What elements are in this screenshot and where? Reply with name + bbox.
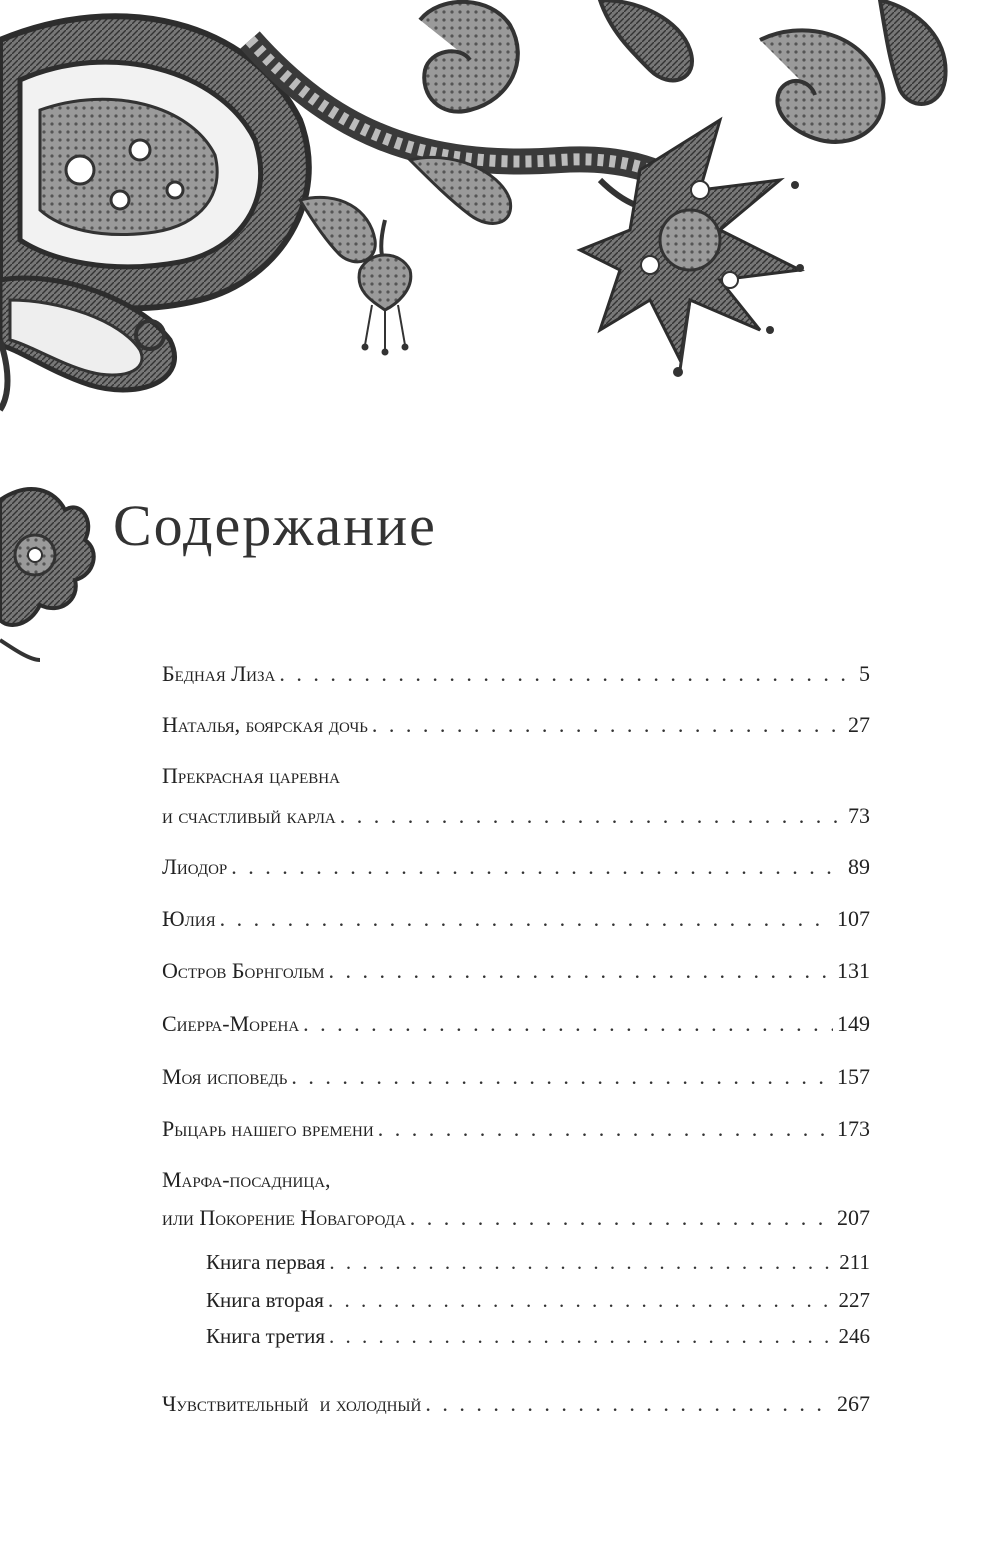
toc-entry-title: Лиодор — [162, 854, 228, 879]
toc-entry-page: 207 — [837, 1205, 870, 1230]
leader-dots — [328, 960, 833, 982]
toc-entry-page: 89 — [848, 854, 870, 879]
toc-entry-page: 246 — [838, 1324, 870, 1348]
toc-entry-title: или Покорение Новагорода — [162, 1205, 406, 1230]
toc-entry-page: 211 — [839, 1250, 870, 1274]
toc-subentry[interactable] — [206, 1252, 870, 1273]
toc-entry-title: и счастливый карла — [162, 803, 336, 828]
tulip-bud-icon — [359, 220, 411, 356]
leader-dots — [340, 805, 844, 827]
toc-entry-title: Моя исповедь — [162, 1064, 288, 1089]
toc-entry-page: 267 — [837, 1391, 870, 1416]
toc-entry[interactable] — [162, 1393, 870, 1415]
toc-entry[interactable] — [162, 1013, 870, 1035]
curl-ornament-icon — [0, 278, 175, 410]
leader-dots — [410, 1207, 833, 1229]
leader-dots — [303, 1013, 833, 1035]
carnation-flower-icon — [580, 120, 804, 377]
leader-dots — [378, 1118, 833, 1140]
toc-subentry[interactable] — [206, 1326, 870, 1347]
toc-entry-title: Книга первая — [206, 1250, 326, 1274]
toc-entry-title: Книга вторая — [206, 1288, 324, 1312]
leader-dots — [328, 1290, 835, 1311]
leader-dots — [372, 714, 844, 736]
toc-entry[interactable] — [162, 908, 870, 930]
leader-dots — [279, 663, 855, 685]
toc-entry-title: Книга третия — [206, 1324, 325, 1348]
toc-entry-page: 107 — [837, 906, 870, 931]
toc-subentry[interactable] — [206, 1290, 870, 1311]
swoop-band-icon — [250, 40, 690, 190]
toc-entry[interactable] — [162, 960, 870, 982]
page-title: Содержание — [113, 493, 437, 558]
heading-flower-icon — [0, 489, 94, 660]
toc-entry-title: Рыцарь нашего времени — [162, 1116, 374, 1141]
leader-dots — [291, 1066, 833, 1088]
toc-entry[interactable] — [162, 714, 870, 736]
toc-entry[interactable] — [162, 1207, 870, 1229]
toc-entry[interactable] — [162, 856, 870, 878]
toc-entry-title: Юлия — [162, 906, 216, 931]
toc-entry-title: Бедная Лиза — [162, 661, 276, 686]
toc-entry[interactable] — [162, 805, 870, 827]
leader-dots — [329, 1326, 835, 1347]
leader-dots — [231, 856, 844, 878]
toc-entry-title: Наталья, боярская дочь — [162, 712, 368, 737]
toc-entry[interactable] — [162, 1066, 870, 1088]
toc-entry-page: 27 — [848, 712, 870, 737]
toc-entry-page: 131 — [837, 958, 870, 983]
toc-entry-page: 73 — [848, 803, 870, 828]
toc-entry-page: 173 — [837, 1116, 870, 1141]
toc-entry-page: 5 — [859, 661, 870, 686]
toc-entry-page: 227 — [838, 1288, 870, 1312]
toc-entry-title: Сиерра-Морена — [162, 1011, 300, 1036]
toc-entry-title-line1: Марфа-посадница, — [162, 1167, 331, 1192]
toc-entry-title: Остров Борнгольм — [162, 958, 325, 983]
large-paisley-icon — [0, 16, 309, 308]
toc-entry-page: 149 — [837, 1011, 870, 1036]
small-paisley-icon — [300, 0, 946, 262]
toc-entry-title-line1: Прекрасная царевна — [162, 763, 340, 788]
leader-dots — [425, 1393, 833, 1415]
leader-dots — [329, 1252, 835, 1273]
toc-entry-page: 157 — [837, 1064, 870, 1089]
leader-dots — [220, 908, 833, 930]
toc-entry[interactable] — [162, 1118, 870, 1140]
toc-entry[interactable] — [162, 663, 870, 685]
toc-entry-title: Чувствительный и холодный — [162, 1391, 422, 1416]
